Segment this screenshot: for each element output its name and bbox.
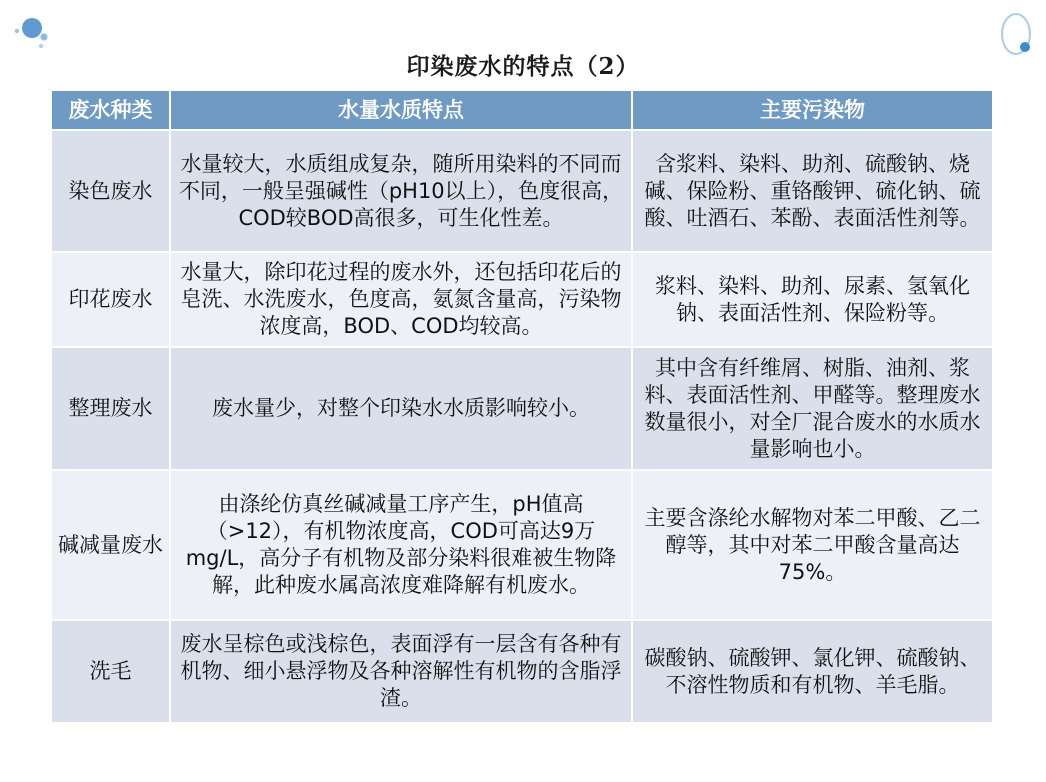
cell-feature: 水量较大，水质组成复杂，随所用染料的不同而不同，一般呈强碱性（pH10以上），色度很高，COD较BOD高很多，可生化性差。 (170, 130, 632, 252)
cell-pollutants: 碳酸钠、硫酸钾、氯化钾、硫酸钠、不溶性物质和有机物、羊毛脂。 (632, 620, 993, 723)
table-row (51, 252, 993, 347)
cell-feature: 废水呈棕色或浅棕色，表面浮有一层含有各种有机物、细小悬浮物及各种溶解性有机物的含脂浮渣。 (170, 620, 632, 723)
table-row (51, 470, 993, 620)
header-wastewater-type: 废水种类 (51, 90, 170, 130)
table-row (51, 620, 993, 723)
cell-type: 碱减量废水 (51, 470, 170, 620)
table-header-row (51, 90, 993, 130)
cell-type: 印花废水 (51, 252, 170, 347)
cell-feature: 水量大，除印花过程的废水外，还包括印花后的皂洗、水洗废水，色度高，氨氮含量高，污染物浓度高，BOD、COD均较高。 (170, 252, 632, 347)
header-quantity-quality: 水量水质特点 (170, 90, 632, 130)
wastewater-characteristics-table (50, 89, 994, 724)
cell-pollutants: 主要含涤纶水解物对苯二甲酸、乙二醇等，其中对苯二甲酸含量高达75%。 (632, 470, 993, 620)
table-row (51, 130, 993, 252)
cell-pollutants: 其中含有纤维屑、树脂、油剂、浆料、表面活性剂、甲醛等。整理废水数量很小，对全厂混合废水的水质水量影响也小。 (632, 347, 993, 470)
cell-type: 整理废水 (51, 347, 170, 470)
cell-pollutants: 含浆料、染料、助剂、硫酸钠、烧碱、保险粉、重铬酸钾、硫化钠、硫酸、吐酒石、苯酚、表面活性剂等。 (632, 130, 993, 252)
header-main-pollutants: 主要污染物 (632, 90, 993, 130)
cell-pollutants: 浆料、染料、助剂、尿素、氢氧化钠、表面活性剂、保险粉等。 (632, 252, 993, 347)
cell-feature: 废水量少，对整个印染水水质影响较小。 (170, 347, 632, 470)
cell-type: 洗毛 (51, 620, 170, 723)
cell-type: 染色废水 (51, 130, 170, 252)
table-row (51, 347, 993, 470)
cell-feature: 由涤纶仿真丝碱减量工序产生，pH值高（>12），有机物浓度高，COD可高达9万mg/L，高分子有机物及部分染料很难被生物降解，此种废水属高浓度难降解有机废水。 (170, 470, 632, 620)
page-title: 印染废水的特点（2） (406, 53, 640, 80)
